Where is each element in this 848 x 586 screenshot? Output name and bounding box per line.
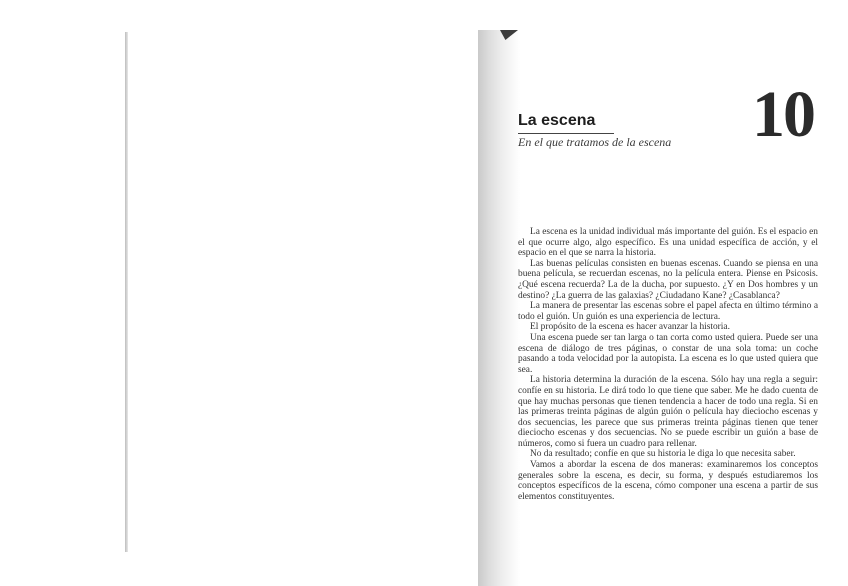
page-edge-shadow [125, 32, 128, 552]
paragraph: La historia determina la duración de la escena. Sólo hay una regla a seguir: confíe en su historia. Le dirá todo lo que tiene que saber. Me he dado cuenta de que hay muchas personas que tienen tendencia a hacer de todo una regla. Si en las primeras treinta páginas de algún guión o película hay dieciocho escenas y dos secuencias, les parece que sus primeras treinta páginas tienen que tener dieciocho escenas y dos secuencias. No se puede escribir un guión a base de números, como si fuera un cuadro para rellenar. [518, 375, 818, 449]
paragraph: No da resultado; confíe en que su historia le diga lo que necesita saber. [530, 449, 796, 460]
chapter-title: La escena [518, 112, 596, 129]
chapter-body [518, 227, 818, 502]
paragraph: Una escena puede ser tan larga o tan corta como usted quiera. Puede ser una escena de diálogo de tres páginas, o constar de una sola toma: un coche pasando a toda velocidad por la autopista. La escena es lo que usted quiera que sea. [518, 332, 818, 375]
chapter-subtitle: En el que tratamos de la escena [518, 135, 672, 149]
title-underline [518, 133, 614, 134]
paragraph: Las buenas películas consisten en buenas escenas. Cuando se piensa en una buena película, se recuerdan escenas, no la película entera. Piense en Psicosis. ¿Qué escena recuerda? La de la ducha, por supuesto. ¿Y en Dos hombres y un destino? ¿La guerra de las galaxias? ¿Ciudadano Kane? ¿Casablanca? [518, 258, 818, 301]
right-page [478, 0, 848, 586]
paragraph: El propósito de la escena es hacer avanzar la historia. [530, 322, 730, 333]
paragraph: La escena es la unidad individual más importante del guión. Es el espacio en el que ocurre algo, algo específico. Es una unidad específica de acción, y el espacio en el que se narra la historia. [518, 227, 818, 259]
chapter-number: 10 [752, 78, 814, 151]
paragraph: Vamos a abordar la escena de dos maneras: examinaremos los conceptos generales sobre la escena, es decir, su forma, y después estudiaremos los conceptos específicos de la escena, cómo componer una escena a partir de sus elementos constituyentes. [518, 460, 818, 502]
paragraph: La manera de presentar las escenas sobre el papel afecta en último término a todo el guión. Un guión es una experiencia de lectura. [518, 301, 818, 322]
